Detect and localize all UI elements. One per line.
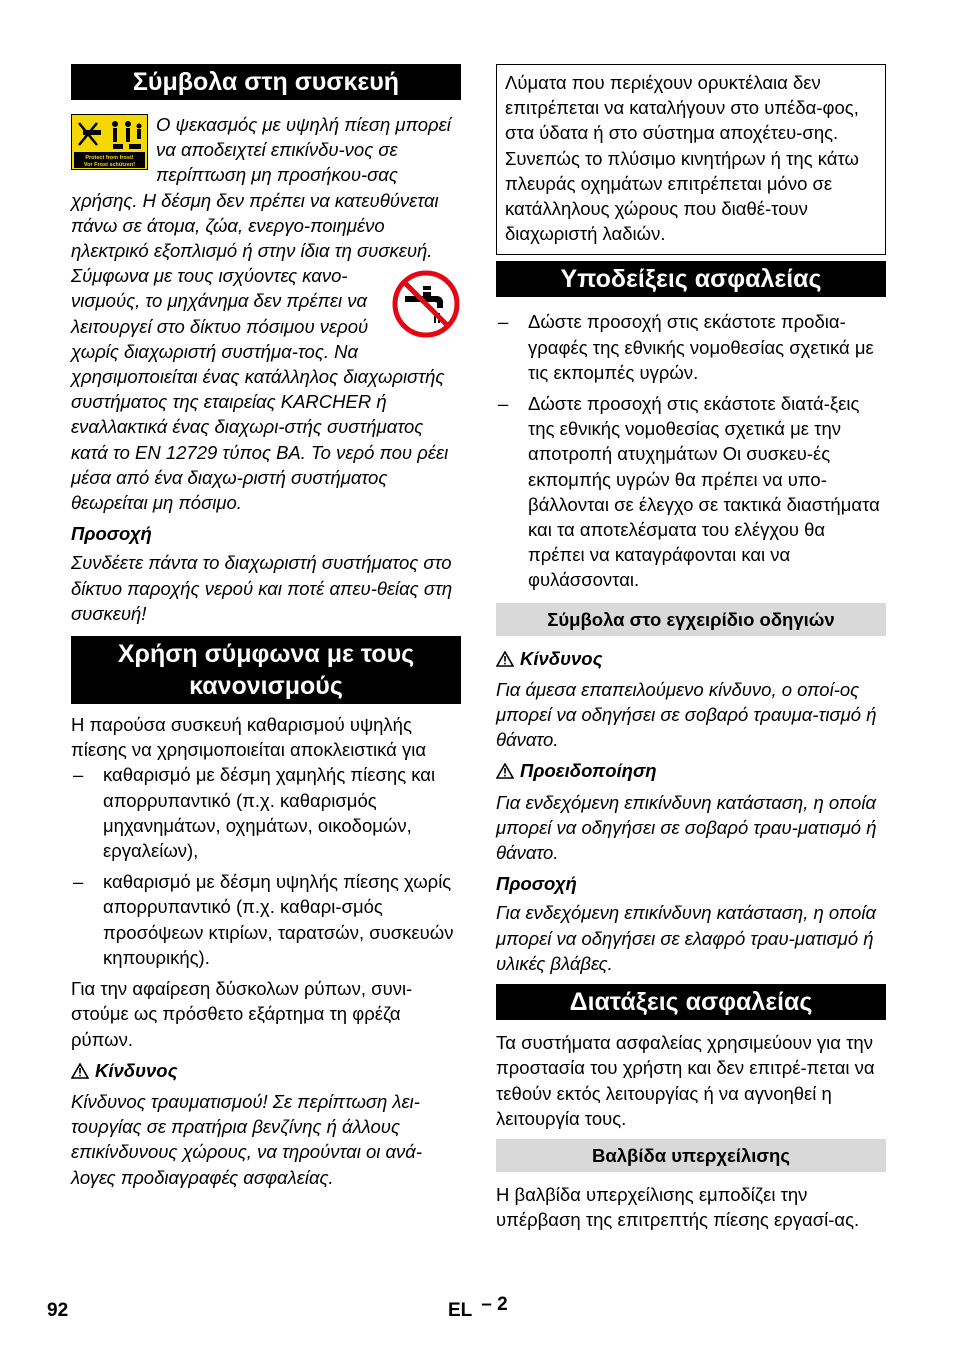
heading-intended-use [71,636,461,704]
list-item-text: Δώστε προσοχή στις εκάστοτε διατά-ξεις της εθνικής νομοθεσίας σχετικά με την αποτροπή ατυχημάτων Οι συσκευ-ές εκπομπής υγρών θα πρέπει να υπο-βάλλονται σε έλεγχο σε τακτικά διαστήματα και τα αποτελέσματα του ελέγχου θα πρέπει να καταγράφονται και να φυλάσσονται. [528,393,880,591]
list-item [496,309,886,385]
paragraph-intended-use: Η παρούσα συσκευή καθαρισμού υψηλής πίεσης να χρησιμοποιείται αποκλειστικά για [71,714,427,761]
list-item [496,391,886,593]
svg-text:Vor Frost schützen!: Vor Frost schützen! [83,162,136,168]
high-pressure-warning-icon [71,114,148,170]
dash-bullet: – [498,393,509,415]
list-item [71,762,461,863]
heading-manual-symbols: Σύμβολα στο εγχειρίδιο οδηγιών [496,603,886,636]
caution-label: Προσοχή [71,523,152,545]
paragraph-overflow-valve: Η βαλβίδα υπερχείλισης εμποδίζει την υπέρβαση της επιτρεπτής πίεσης εργασί-ας. [496,1183,860,1231]
paragraph-high-pressure: Ο ψεκασμός με υψηλή πίεση μπορεί να αποδειχτεί επικίνδυ-νος σε περίπτωση μη προσήκου-σας χρήσης. Η δέσμη δεν πρέπει να κατευθύνεται πάνω σε άτομα, ζώα, ενεργο-ποιημένο ηλεκτρικό εξοπλισμό ή στην ίδια τη συσκευή. [71,114,451,262]
dash-bullet: – [73,764,84,786]
heading-device-symbols: Σύμβολα στη συσκευή [71,64,461,100]
list-item [71,869,461,970]
sub-page-number: – 2 [481,1294,508,1315]
heading-intended-use-line2: κανονισμούς [189,672,343,701]
danger-label-row [71,1058,461,1085]
no-drinking-water-icon [391,267,461,341]
intended-use-list [71,762,461,970]
paragraph-system-separator: Σύμφωνα με τους ισχύοντες κανο-νισμούς, το μηχάνημα δεν πρέπει να λειτουργεί στο δίκτυο πόσιμου νερού χωρίς διαχωριστή συστήμα-τος. Να χρησιμοποιείται ένας κατάλληλος διαχωριστής συστήματος της εταιρείας KARCHER ή εναλλακτικά ένας διαχωρι-στής συστήματος κατά το EN 12729 τύπος BA. Το νερό που ρέει μέσα από ένα διαχω-ριστή συστήματος θεωρείται μη πόσιμο. [71,265,449,514]
danger-label: Κίνδυνος [95,1059,178,1081]
svg-text:Protect from frost!: Protect from frost! [85,155,134,161]
list-item-text: Δώστε προσοχή στις εκάστοτε προδια-γραφές της εθνικής νομοθεσίας σχετικά με τις εκπομπές υγρών. [528,311,874,383]
paragraph-dirt-blaster: Για την αφαίρεση δύσκολων ρύπων, συνι-στούμε ως πρόσθετο εξάρτημα τη φρέζα ρύπων. [71,978,413,1050]
heading-safety-devices: Διατάξεις ασφαλείας [496,984,886,1020]
high-pressure-warning-sign [71,114,148,175]
language-marker [448,1294,508,1322]
language-code: EL [448,1300,472,1321]
paragraph-danger-definition: Για άμεσα επαπειλούμενο κίνδυνο, ο οποί-ος μπορεί να οδηγήσει σε σοβαρό τραυμα-τισμό ή θάνατο. [496,678,877,751]
dash-bullet: – [498,311,509,333]
paragraph-warning-definition: Για ενδεχόμενη επικίνδυνη κατάσταση, η οποία μπορεί να οδηγήσει σε σοβαρό τραυ-ματισμό ή θάνατο. [496,791,877,864]
oil-wastewater-notice-box [496,64,886,255]
heading-intended-use-line1: Χρήση σύμφωνα με τους [117,640,415,669]
dash-bullet: – [73,871,84,893]
heading-safety-instructions: Υποδείξεις ασφαλείας [496,261,886,297]
warning-triangle-icon [496,648,514,673]
paragraph-injury-danger: Κίνδυνος τραυματισμού! Σε περίπτωση λει-τουργίας σε πρατήρια βενζίνης ή άλλους επικίνδυνους χώρους, να τηρούνται οι ανά-λογες προδιαγραφές ασφαλείας. [71,1090,423,1188]
caution-label: Προσοχή [496,873,577,895]
right-column [496,64,886,1232]
heading-overflow-valve: Βαλβίδα υπερχείλισης [496,1139,886,1172]
list-item-text: καθαρισμό με δέσμη υψηλής πίεσης χωρίς απορρυπαντικό (π.χ. καθαρι-σμός προσόψεων κτιρίων, ταρατσών, συσκευών κηπουρικής). [103,871,454,968]
safety-instructions-list [496,309,886,592]
left-column [71,64,461,1190]
warning-label-row [496,758,886,785]
paragraph-safety-devices: Τα συστήματα ασφαλείας χρησιμεύουν για την προστασία του χρήστη και δεν επιτρέ-πεται να τεθούν εκτός λειτουργίας ή να αγνοηθεί η λειτουργία τους. [496,1032,875,1129]
paragraph-caution-definition: Για ενδεχόμενη επικίνδυνη κατάσταση, η οποία μπορεί να οδηγήσει σε ελαφρό τραυ-ματισμό ή υλικές βλάβες. [496,902,876,974]
warning-triangle-icon [71,1060,89,1085]
list-item-text: καθαρισμό με δέσμη χαμηλής πίεσης και απορρυπαντικό (π.χ. καθαρισμός μηχανημάτων, οχημάτων, οικοδομών, εργαλείων), [103,764,436,862]
warning-triangle-icon [496,760,514,785]
no-drinking-water-sign [391,267,461,346]
danger-label-row [496,646,886,673]
paragraph-connect-separator: Συνδέετε πάντα το διαχωριστή συστήματος στο δίκτυο παροχής νερού και ποτέ απευ-θείας στη συσκευή! [71,552,453,624]
page-number: 92 [47,1300,69,1321]
danger-label: Κίνδυνος [520,647,603,669]
paragraph-oil-wastewater: Λύματα που περιέχουν ορυκτέλαια δεν επιτρέπεται να καταλήγουν στο υπέδα-φος, στα ύδατα ή στο σύστημα αποχέτευ-σης. Συνεπώς το πλύσιμο κινητήρων ή της κάτω πλευράς οχημάτων επιτρέπεται μόνο σε κατάλληλους χώρους που διαθέ-τουν διαχωριστή λαδιών. [505,72,859,245]
warning-label: Προειδοποίηση [520,760,657,782]
